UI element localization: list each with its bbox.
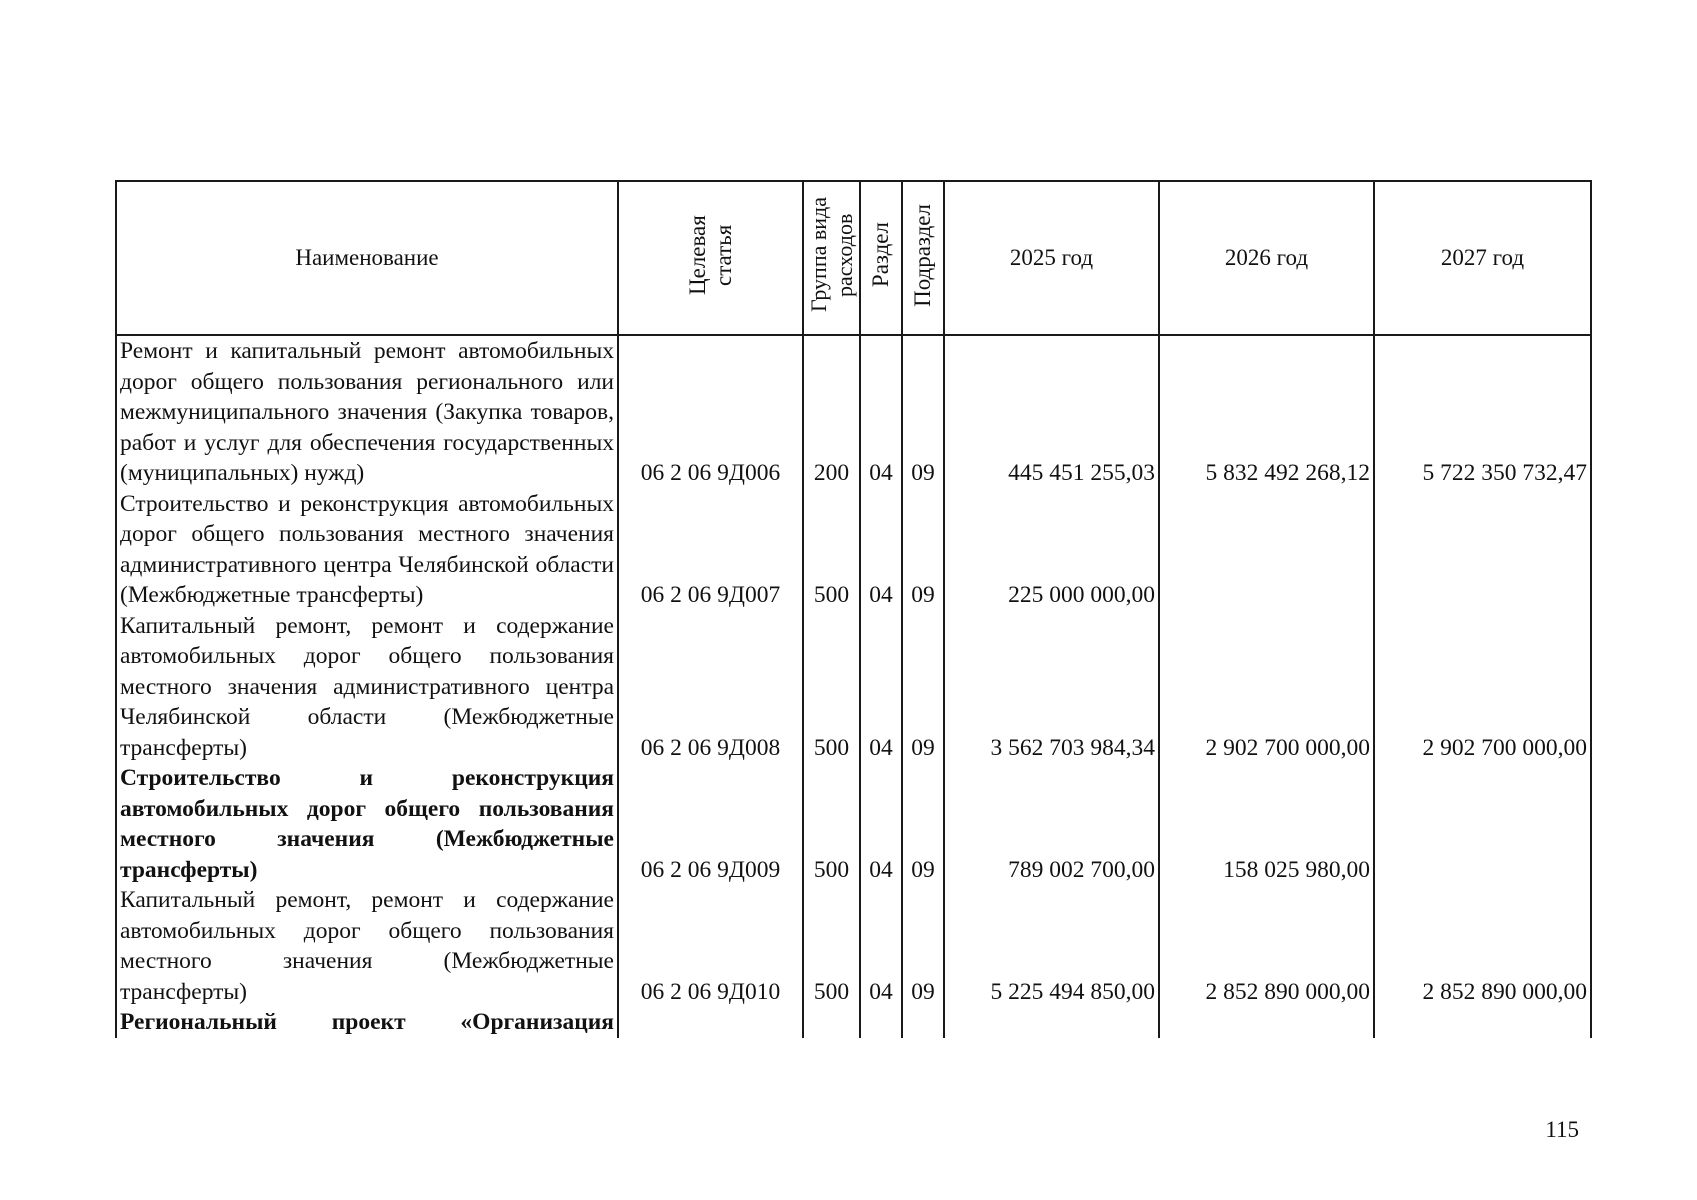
header-expense-group: Группа вида расходов bbox=[803, 181, 860, 335]
header-target-article: Целевая статья bbox=[618, 181, 803, 335]
row-value-2027 bbox=[1374, 489, 1591, 611]
row-value-2027: 2 902 700 000,00 bbox=[1374, 611, 1591, 764]
header-subsection: Подраздел bbox=[902, 181, 944, 335]
row-expense-group: 500 bbox=[803, 611, 860, 764]
row-section: 04 bbox=[860, 489, 902, 611]
row-subsection: 09 bbox=[902, 489, 944, 611]
row-name: Строительство и реконструкция автомобильных дорог общего пользования местного значения административного центра Челябинской области (Межбюджетные трансферты) bbox=[116, 489, 618, 611]
row-name: Региональный проект «Организация bbox=[116, 1007, 618, 1038]
row-subsection: 09 bbox=[902, 885, 944, 1007]
budget-table bbox=[115, 180, 1592, 1038]
row-value-2025: 5 225 494 850,00 bbox=[944, 885, 1159, 1007]
row-value-2026 bbox=[1159, 489, 1374, 611]
row-value-2025: 789 002 700,00 bbox=[944, 763, 1159, 885]
table-row bbox=[116, 335, 1591, 489]
row-name: Капитальный ремонт, ремонт и содержание автомобильных дорог общего пользования местного значения административного центра Челябинской области (Межбюджетные трансферты) bbox=[116, 611, 618, 764]
row-section: 04 bbox=[860, 763, 902, 885]
row-section bbox=[860, 1007, 902, 1038]
row-name: Капитальный ремонт, ремонт и содержание автомобильных дорог общего пользования местного значения (Межбюджетные трансферты) bbox=[116, 885, 618, 1007]
row-value-2027 bbox=[1374, 1007, 1591, 1038]
row-target-article: 06 2 06 9Д006 bbox=[618, 335, 803, 489]
table-row bbox=[116, 885, 1591, 1007]
row-target-article bbox=[618, 1007, 803, 1038]
table-row bbox=[116, 489, 1591, 611]
row-value-2027: 2 852 890 000,00 bbox=[1374, 885, 1591, 1007]
table-header-row bbox=[116, 181, 1591, 335]
row-name: Строительство и реконструкция автомобильных дорог общего пользования местного значения (Межбюджетные трансферты) bbox=[116, 763, 618, 885]
row-value-2027 bbox=[1374, 763, 1591, 885]
row-value-2025: 445 451 255,03 bbox=[944, 335, 1159, 489]
row-expense-group bbox=[803, 1007, 860, 1038]
row-value-2026: 2 902 700 000,00 bbox=[1159, 611, 1374, 764]
row-value-2026 bbox=[1159, 1007, 1374, 1038]
page-number: 115 bbox=[1545, 1117, 1579, 1142]
header-year-2026: 2026 год bbox=[1159, 181, 1374, 335]
row-value-2027: 5 722 350 732,47 bbox=[1374, 335, 1591, 489]
row-target-article: 06 2 06 9Д010 bbox=[618, 885, 803, 1007]
row-expense-group: 500 bbox=[803, 763, 860, 885]
row-subsection bbox=[902, 1007, 944, 1038]
row-section: 04 bbox=[860, 885, 902, 1007]
table-row bbox=[116, 1007, 1591, 1038]
row-value-2026: 158 025 980,00 bbox=[1159, 763, 1374, 885]
row-value-2026: 5 832 492 268,12 bbox=[1159, 335, 1374, 489]
row-expense-group: 200 bbox=[803, 335, 860, 489]
row-value-2025: 225 000 000,00 bbox=[944, 489, 1159, 611]
row-expense-group: 500 bbox=[803, 885, 860, 1007]
table-row bbox=[116, 763, 1591, 885]
row-subsection: 09 bbox=[902, 335, 944, 489]
row-subsection: 09 bbox=[902, 611, 944, 764]
row-target-article: 06 2 06 9Д009 bbox=[618, 763, 803, 885]
header-name: Наименование bbox=[116, 181, 618, 335]
header-section: Раздел bbox=[860, 181, 902, 335]
row-subsection: 09 bbox=[902, 763, 944, 885]
row-section: 04 bbox=[860, 335, 902, 489]
row-value-2025: 3 562 703 984,34 bbox=[944, 611, 1159, 764]
header-year-2025: 2025 год bbox=[944, 181, 1159, 335]
header-year-2027: 2027 год bbox=[1374, 181, 1591, 335]
row-target-article: 06 2 06 9Д008 bbox=[618, 611, 803, 764]
row-value-2025 bbox=[944, 1007, 1159, 1038]
row-target-article: 06 2 06 9Д007 bbox=[618, 489, 803, 611]
row-value-2026: 2 852 890 000,00 bbox=[1159, 885, 1374, 1007]
row-name: Ремонт и капитальный ремонт автомобильных дорог общего пользования регионального или межмуниципального значения (Закупка товаров, работ и услуг для обеспечения государственных (муниципальных) нужд) bbox=[116, 335, 618, 489]
table-row bbox=[116, 611, 1591, 764]
row-section: 04 bbox=[860, 611, 902, 764]
row-expense-group: 500 bbox=[803, 489, 860, 611]
